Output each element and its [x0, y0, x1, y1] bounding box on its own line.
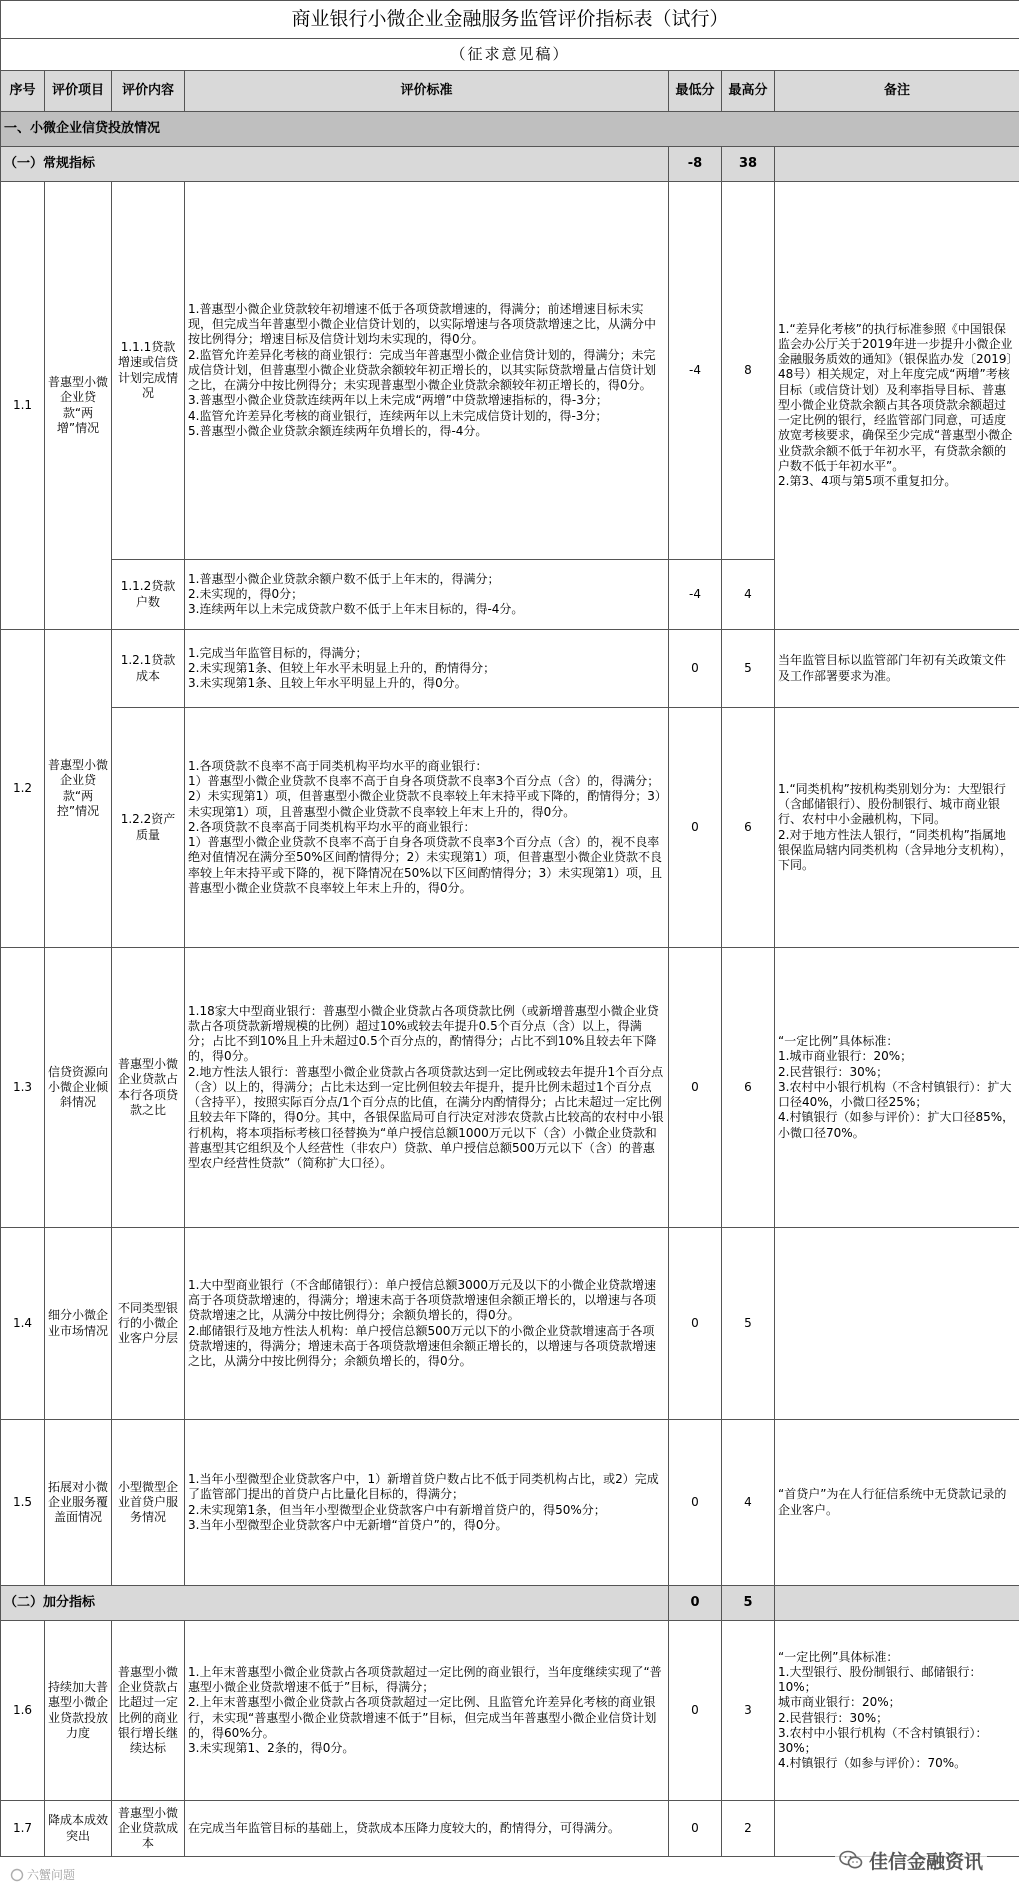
row-seq: 1.5 [1, 1420, 45, 1586]
criteria-line: 3.普惠型小微企业贷款连续两年以上未完成“两增”中贷款增速指标的，得-3分； [188, 393, 608, 408]
row-min: 0 [669, 948, 722, 1228]
table-row [1, 708, 1019, 948]
row-seq: 1.4 [1, 1228, 45, 1420]
criteria-line: 1.各项贷款不良率不高于同类机构平均水平的商业银行： [188, 759, 488, 774]
row-note [775, 1420, 1019, 1586]
criteria-line: 1.当年小型微型企业贷款客户中，1）新增首贷户数占比不低于同类机构占比，或2）完成了监管部门提出的首贷户占比量化目标的，得满分； [188, 1472, 659, 1502]
criteria-line: 2.监管允许差异化考核的商业银行：完成当年普惠型小微企业信贷计划的，得满分；未完成信贷计划，但普惠型小微企业贷款余额较年初正增长的，以其实际贷款增量占信贷计划之比，在满分中按比例得分；未实现普惠型小微企业贷款余额较年初正增长的，得0分。 [188, 347, 657, 393]
row-content: 小型微型企业首贷户服务情况 [112, 1420, 185, 1586]
header-row [1, 71, 1019, 112]
criteria-line: 当年监管目标以监管部门年初有关政策文件及工作部署要求为准。 [778, 653, 1007, 683]
criteria-line: 1.大型银行、股份制银行、邮储银行：10%； [778, 1664, 982, 1695]
criteria-line: 4.监管允许差异化考核的商业银行，连续两年以上未完成信贷计划的，得-3分； [188, 408, 608, 423]
row-content: 1.2.2资产质量 [112, 708, 185, 948]
criteria-line: 3.农村中小银行机构（不含村镇银行）：扩大口径40%，小微口径25%； [778, 1079, 1012, 1110]
criteria-line: “一定比例”具体标准： [778, 1649, 899, 1664]
row-min: 0 [669, 1621, 722, 1801]
row-seq: 1.2 [1, 630, 45, 948]
row-seq: 1.6 [1, 1621, 45, 1801]
row-max: 6 [722, 708, 775, 948]
row-criteria [185, 560, 669, 630]
criteria-line: 3.未实现第1条、且较上年水平明显上升的，得0分。 [188, 676, 467, 691]
header-criteria: 评价标准 [185, 71, 669, 112]
row-item: 普惠型小微企业贷款“两控”情况 [45, 630, 112, 948]
row-min: -4 [669, 182, 722, 560]
criteria-line: 2.地方性法人银行：普惠型小微企业贷款占各项贷款达到一定比例或较去年提升1个百分点（含）以上的，得满分；占比未达到一定比例但较去年提升，提升比例未超过1个百分点（含持平），按照实际百分点/1个百分点的比值，在满分内酌情得分；占比未超过一定比例且较去年下降的，得0分。其中，各银保监局可自行决定对涉农贷款占比较高的农村中小银行机构，将本项指标考核口径替换为“单户授信总额1000万元以下（含）小微企业贷款和普惠型其它组织及个人经营性（非农户）贷款、单户授信总额500万元以下（含）的普惠型农户经营性贷款”（简称扩大口径）。 [188, 1064, 664, 1170]
criteria-line: 1.“差异化考核”的执行标准参照《中国银保监会办公厅关于2019年进一步提升小微企业金融服务质效的通知》（银保监办发〔2019〕48号）相关规定，对上年度完成“两增”考核目标（或信贷计划）及利率指导目标、普惠型小微企业贷款余额占其各项贷款余额超过一定比例的银行，经监管部门同意，可适度放宽考核要求，确保至少完成“普惠型小微企业贷款余额不低于年初水平，有贷款余额的户数不低于年初水平”。 [778, 321, 1013, 473]
row-criteria [185, 182, 669, 560]
criteria-line: 2.未实现第1条，但当年小型微型企业贷款客户中有新增首贷户的，得50%分； [188, 1502, 606, 1517]
row-min: 0 [669, 1228, 722, 1420]
row-max: 8 [722, 182, 775, 560]
row-criteria [185, 1801, 669, 1857]
watermark-secondary [10, 1866, 75, 1883]
row-max: 4 [722, 560, 775, 630]
watermark-secondary-text: 六蟹问题 [27, 1868, 76, 1882]
criteria-line: 2.上年末普惠型小微企业贷款占各项贷款超过一定比例、且监管允许差异化考核的商业银行，未实现“普惠型小微企业贷款增速不低于”目标，但完成当年普惠型小微企业信贷计划的，得60%分。 [188, 1695, 657, 1740]
header-item: 评价项目 [45, 71, 112, 112]
criteria-line: 在完成当年监管目标的基础上，贷款成本压降力度较大的，酌情得分，可得满分。 [188, 1820, 621, 1835]
criteria-line: 2.未实现的，得0分； [188, 586, 304, 601]
row-note [775, 1228, 1019, 1420]
row-criteria [185, 708, 669, 948]
criteria-line: 1.上年末普惠型小微企业贷款占各项贷款超过一定比例的商业银行，当年度继续实现了“普惠型小微企业贷款增速不低于”目标，得满分； [188, 1664, 662, 1695]
watermark-text: 佳信金融资讯 [868, 1850, 983, 1873]
row-item: 持续加大普惠型小微企业贷款投放力度 [45, 1621, 112, 1801]
criteria-line: 3.当年小型微型企业贷款客户中无新增“首贷户”的，得0分。 [188, 1517, 508, 1532]
row-note [775, 182, 1019, 630]
row-content: 普惠型小微企业贷款占比超过一定比例的商业银行增长继续达标 [112, 1621, 185, 1801]
table-subtitle: （征求意见稿） [1, 39, 1019, 71]
criteria-line: 1.普惠型小微企业贷款余额户数不低于上年末的，得满分； [188, 571, 500, 586]
watermark [835, 1845, 987, 1875]
section-heading: 一、小微企业信贷投放情况 [1, 112, 1019, 147]
group-min: 0 [669, 1586, 722, 1621]
criteria-line: 2.对于地方性法人银行，“同类机构”指属地银保监局辖内同类机构（含异地分支机构），下同。 [778, 827, 1013, 872]
group-max: 5 [722, 1586, 775, 1621]
row-seq: 1.7 [1, 1801, 45, 1857]
row-content: 普惠型小微企业贷款占本行各项贷款之比 [112, 948, 185, 1228]
criteria-line: 3.农村中小银行机构（不含村镇银行）：30%； [778, 1725, 988, 1755]
row-content: 普惠型小微企业贷款成本 [112, 1801, 185, 1857]
criteria-line: 1）普惠型小微企业贷款不良率不高于自身各项贷款不良率3个百分点（含）的，视不良率绝对值情况在满分至50%区间酌情得分；2）未实现第1）项，但普惠型小微企业贷款不良率较上年末持平或下降的，视下降情况在50%以下区间酌情得分；3）未实现第1）项，且普惠型小微企业贷款不良率较上年末上升的，得0分。 [188, 835, 662, 895]
row-content: 1.1.2贷款户数 [112, 560, 185, 630]
row-note [775, 708, 1019, 948]
header-content: 评价内容 [112, 71, 185, 112]
row-min: -4 [669, 560, 722, 630]
row-min: 0 [669, 630, 722, 708]
group-note [775, 1586, 1019, 1621]
row-max: 5 [722, 630, 775, 708]
row-max: 2 [722, 1801, 775, 1857]
group-note [775, 147, 1019, 182]
row-content: 1.2.1贷款成本 [112, 630, 185, 708]
row-note [775, 630, 1019, 708]
header-min: 最低分 [669, 71, 722, 112]
criteria-line: 1.大中型商业银行（不含邮储银行）：单户授信总额3000万元及以下的小微企业贷款增速高于各项贷款增速的，得满分；增速未高于各项贷款增速但余额正增长的，以增速与各项贷款增速之比，从满分中按比例得分；余额负增长的，得0分。 [188, 1277, 657, 1323]
criteria-line: 1.完成当年监管目标的，得满分； [188, 645, 368, 660]
criteria-line: 2.各项贷款不良率高于同类机构平均水平的商业银行： [188, 819, 476, 834]
criteria-line: 1.“同类机构”按机构类别划分为：大型银行（含邮储银行）、股份制银行、城市商业银行、农村中小金融机构，下同。 [778, 781, 1006, 827]
row-criteria [185, 948, 669, 1228]
group-row [1, 1586, 1019, 1621]
row-item: 普惠型小微企业贷款“两增”情况 [45, 182, 112, 630]
criteria-line: 2.邮储银行及地方性法人机构：单户授信总额500万元以下的小微企业贷款增速高于各项贷款增速的，得满分；增速未高于各项贷款增速但余额正增长的，以增速与各项贷款增速之比，从满分中按比例得分；余额负增长的，得0分。 [188, 1323, 657, 1368]
criteria-line: 3.未实现第1、2条的，得0分。 [188, 1740, 355, 1755]
criteria-line: 1.18家大中型商业银行：普惠型小微企业贷款占各项贷款比例（或新增普惠型小微企业贷款占各项贷款新增规模的比例）超过10%或较去年提升0.5个百分点（含）以上，得满分；占比不到10%且上升未超过0.5个百分点的，酌情得分；占比不到10%且较去年下降的，得0分。 [188, 1003, 659, 1064]
row-criteria [185, 1228, 669, 1420]
wechat-icon [839, 1850, 863, 1870]
group-label: （一）常规指标 [1, 147, 669, 182]
criteria-line: 1.城市商业银行：20%； [778, 1049, 913, 1064]
criteria-line: 2.民营银行：30%； [778, 1710, 889, 1725]
row-max: 5 [722, 1228, 775, 1420]
group-row [1, 147, 1019, 182]
logo-icon [10, 1868, 24, 1882]
criteria-line: 4.村镇银行（如参与评价）：扩大口径85%，小微口径70%。 [778, 1110, 1015, 1140]
criteria-line: 2.民营银行：30%； [778, 1064, 889, 1079]
row-max: 3 [722, 1621, 775, 1801]
criteria-line: 5.普惠型小微企业贷款余额连续两年负增长的，得-4分。 [188, 423, 488, 438]
table-row [1, 948, 1019, 1228]
table-row [1, 1228, 1019, 1420]
criteria-line: “一定比例”具体标准： [778, 1034, 899, 1049]
row-max: 4 [722, 1420, 775, 1586]
criteria-line: 4.村镇银行（如参与评价）：70%。 [778, 1756, 967, 1771]
header-note: 备注 [775, 71, 1019, 112]
row-item: 拓展对小微企业服务覆盖面情况 [45, 1420, 112, 1586]
table-row [1, 182, 1019, 560]
group-max: 38 [722, 147, 775, 182]
row-min: 0 [669, 708, 722, 948]
table-row [1, 1621, 1019, 1801]
row-max: 6 [722, 948, 775, 1228]
row-criteria [185, 630, 669, 708]
row-item: 细分小微企业市场情况 [45, 1228, 112, 1420]
table-title: 商业银行小微企业金融服务监管评价指标表（试行） [1, 1, 1019, 39]
criteria-line: 3.连续两年以上未完成贷款户数不低于上年末目标的，得-4分。 [188, 602, 524, 617]
criteria-line: 2.第3、4项与第5项不重复扣分。 [778, 473, 957, 488]
row-content: 不同类型银行的小微企业客户分层 [112, 1228, 185, 1420]
row-item: 信贷资源向小微企业倾斜情况 [45, 948, 112, 1228]
row-item: 降成本成效突出 [45, 1801, 112, 1857]
group-label: （二）加分指标 [1, 1586, 669, 1621]
criteria-line: 城市商业银行：20%； [778, 1695, 901, 1710]
row-criteria [185, 1621, 669, 1801]
row-note [775, 948, 1019, 1228]
group-min: -8 [669, 147, 722, 182]
row-seq: 1.1 [1, 182, 45, 630]
row-criteria [185, 1420, 669, 1586]
row-min: 0 [669, 1801, 722, 1857]
table-row [1, 1420, 1019, 1586]
row-min: 0 [669, 1420, 722, 1586]
table-row [1, 630, 1019, 708]
header-seq: 序号 [1, 71, 45, 112]
criteria-line: 1）普惠型小微企业贷款不良率不高于自身各项贷款不良率3个百分点（含）的，得满分；2）未实现第1）项，但普惠型小微企业贷款不良率较上年末持平或下降的，酌情得分；3）未实现第1）项，且普惠型小微企业贷款不良率较上年末上升的，得0分。 [188, 774, 661, 819]
row-seq: 1.3 [1, 948, 45, 1228]
criteria-line: 1.普惠型小微企业贷款较年初增速不低于各项贷款增速的，得满分；前述增速目标未实现，但完成当年普惠型小微企业信贷计划的，以实际增速与各项贷款增速之比，从满分中按比例得分；增速目标及信贷计划均未实现的，得0分。 [188, 302, 657, 347]
criteria-line: 2.未实现第1条、但较上年水平未明显上升的，酌情得分； [188, 660, 496, 675]
row-content: 1.1.1贷款增速或信贷计划完成情况 [112, 182, 185, 560]
row-note [775, 1621, 1019, 1801]
criteria-line: “首贷户”为在人行征信系统中无贷款记录的企业客户。 [778, 1487, 1007, 1517]
header-max: 最高分 [722, 71, 775, 112]
